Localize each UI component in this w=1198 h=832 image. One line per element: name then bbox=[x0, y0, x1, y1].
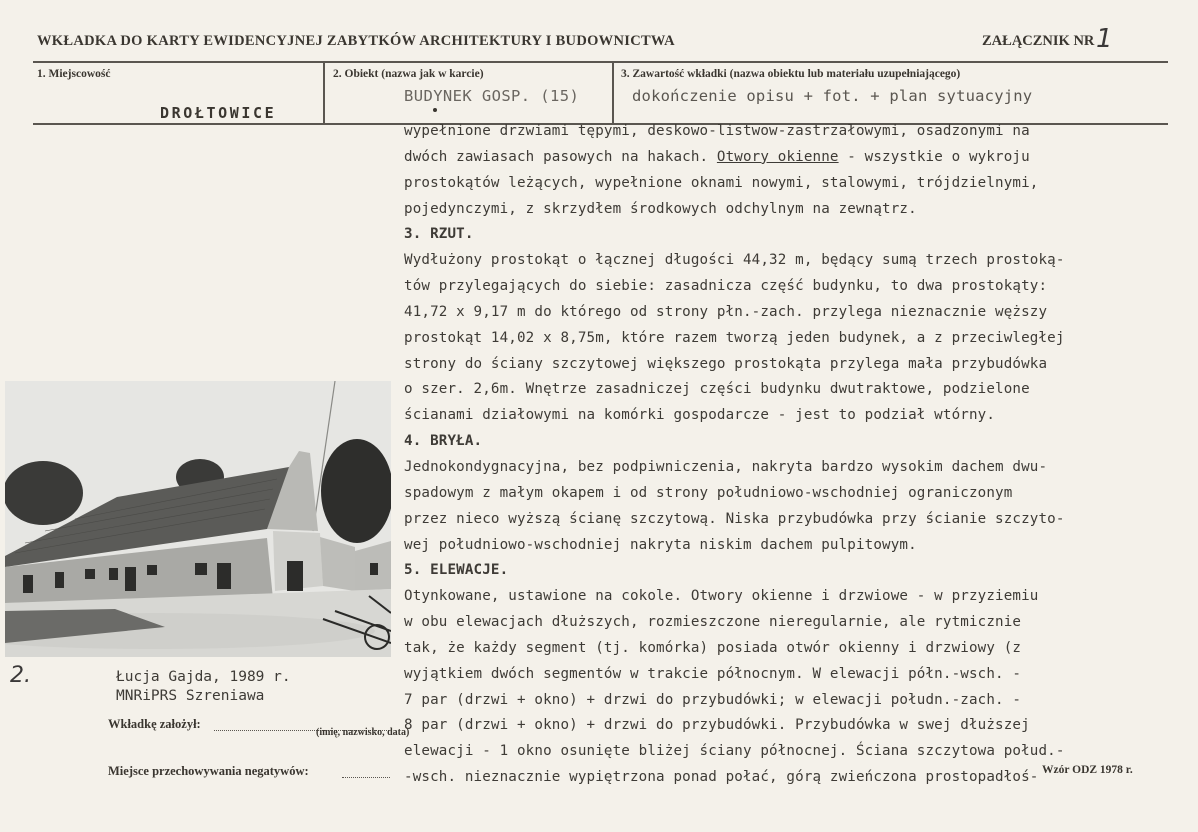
text-line: 8 par (drzwi + okno) + drzwi do przybudówki. Przybudówka w swej dłuższej bbox=[404, 717, 1030, 734]
text-line: prostokątów leżących, wypełnione oknami nowymi, stalowymi, trójdzielnymi, bbox=[404, 174, 1039, 191]
text-line: tów przylegających do siebie: zasadnicza część budynku, to dwa prostokąty: bbox=[404, 278, 1048, 295]
object-value: BUDYNEK GOSP. (15) bbox=[404, 87, 580, 105]
text-line bbox=[404, 145, 1174, 171]
text-line: ścianami działowymi na komórki gospodarcze - jest to podział wtórny. bbox=[404, 407, 996, 424]
text-line: strony do ściany szczytowej większego prostokąta przylega mała przybudówka bbox=[404, 355, 1048, 372]
section-heading: 5. ELEWACJE. bbox=[404, 562, 509, 579]
text-line: wyjątkiem dwóch segmentów w trakcie północnym. W elewacji półn.-wsch. - bbox=[404, 665, 1022, 682]
text-line: 7 par (drzwi + okno) + drzwi do przybudówki; w elewacji połudn.-zach. - bbox=[404, 691, 1022, 708]
text-line: wypełnione drzwiami tępymi, deskowo-listwow-zastrzałowymi, osadzonymi na bbox=[404, 123, 1030, 139]
text-fragment: - wszystkie o wykroju bbox=[838, 148, 1030, 165]
text-line: o szer. 2,6m. Wnętrze zasadniczej części budynku dwutraktowe, podzielone bbox=[404, 381, 1030, 398]
text-line: pojedynczymi, z skrzydłem środkowych odchylnym na zewnątrz. bbox=[404, 200, 917, 217]
place-label: 1. Miejscowość bbox=[37, 68, 111, 80]
form-label: Wzór ODZ 1978 r. bbox=[1042, 764, 1133, 776]
storage-line bbox=[342, 777, 390, 778]
section-heading: 4. BRYŁA. bbox=[404, 433, 483, 450]
field-divider-1 bbox=[323, 61, 325, 123]
text-line: 41,72 x 9,17 m do którego od strony płn.-zach. przylega nieznacznie węższy bbox=[404, 303, 1048, 320]
object-label: 2. Obiekt (nazwa jak w karcie) bbox=[333, 68, 484, 80]
text-line: Jednokondygnacyjna, bez podpiwniczenia, nakryta bardzo wysokim dachem dwu- bbox=[404, 458, 1048, 475]
text-fragment: dwóch zawiasach pasowych na hakach. bbox=[404, 148, 717, 165]
text-line: w obu elewacjach dłuższych, rozmieszczone nieregularnie, ale rytmicznie bbox=[404, 614, 1022, 631]
founded-label: Wkładkę założył: bbox=[108, 717, 201, 731]
text-line: Wydłużony prostokąt o łącznej długości 44,32 m, będący sumą trzech prostoką- bbox=[404, 252, 1065, 269]
text-line: spadowym z małym okapem i od strony południowo-wschodniej ograniczonym bbox=[404, 484, 1013, 501]
founded-sub: (imię, nazwisko, data) bbox=[316, 727, 410, 738]
photo-institution: MNRiPRS Szreniawa bbox=[116, 688, 265, 704]
annex-number: 1 bbox=[1096, 24, 1113, 54]
text-line: wej południowo-wschodniej nakryta niskim dachem pulpitowym. bbox=[404, 536, 917, 553]
field-divider-2 bbox=[612, 61, 614, 123]
ink-dot bbox=[433, 108, 437, 112]
underlined-phrase: Otwory okienne bbox=[716, 148, 839, 165]
text-line: elewacji - 1 okno osunięte bliżej ściany północnej. Ściana szczytowa połud.- bbox=[404, 743, 1065, 760]
text-line: przez nieco wyższą ścianę szczytową. Niska przybudówka przy ścianie szczyto- bbox=[404, 510, 1065, 527]
storage-label: Miejsce przechowywania negatywów: bbox=[108, 764, 309, 778]
content-label: 3. Zawartość wkładki (nazwa obiektu lub materiału uzupełniającego) bbox=[621, 68, 961, 80]
annex-label: ZAŁĄCZNIK NR bbox=[982, 33, 1095, 49]
photo-number: 2. bbox=[10, 663, 31, 688]
card-title: WKŁADKA DO KARTY EWIDENCYJNEJ ZABYTKÓW ARCHITEKTURY I BUDOWNICTWA bbox=[37, 33, 675, 49]
photo-drawing bbox=[5, 381, 391, 657]
top-rule bbox=[33, 61, 1168, 63]
text-line: Otynkowane, ustawione na cokole. Otwory okienne i drzwiowe - w przyziemiu bbox=[404, 588, 1039, 605]
photo-author: Łucja Gajda, 1989 r. bbox=[116, 669, 291, 685]
building-photo bbox=[5, 381, 391, 657]
description-text bbox=[404, 119, 1174, 791]
text-line: tak, że każdy segment (tj. komórka) posiada otwór okienny i drzwiowy (z bbox=[404, 639, 1022, 656]
section-heading: 3. RZUT. bbox=[404, 226, 474, 243]
place-value: DROŁTOWICE bbox=[160, 104, 277, 122]
text-line: -wsch. nieznacznie wypiętrzona ponad połać, górą zwieńczona prostopadłoś- bbox=[404, 769, 1039, 786]
photo-caption bbox=[116, 668, 291, 706]
content-value: dokończenie opisu + fot. + plan sytuacyjny bbox=[632, 87, 1033, 105]
text-line: prostokąt 14,02 x 8,75m, które razem tworzą jeden budynek, a z przeciwległej bbox=[404, 329, 1065, 346]
